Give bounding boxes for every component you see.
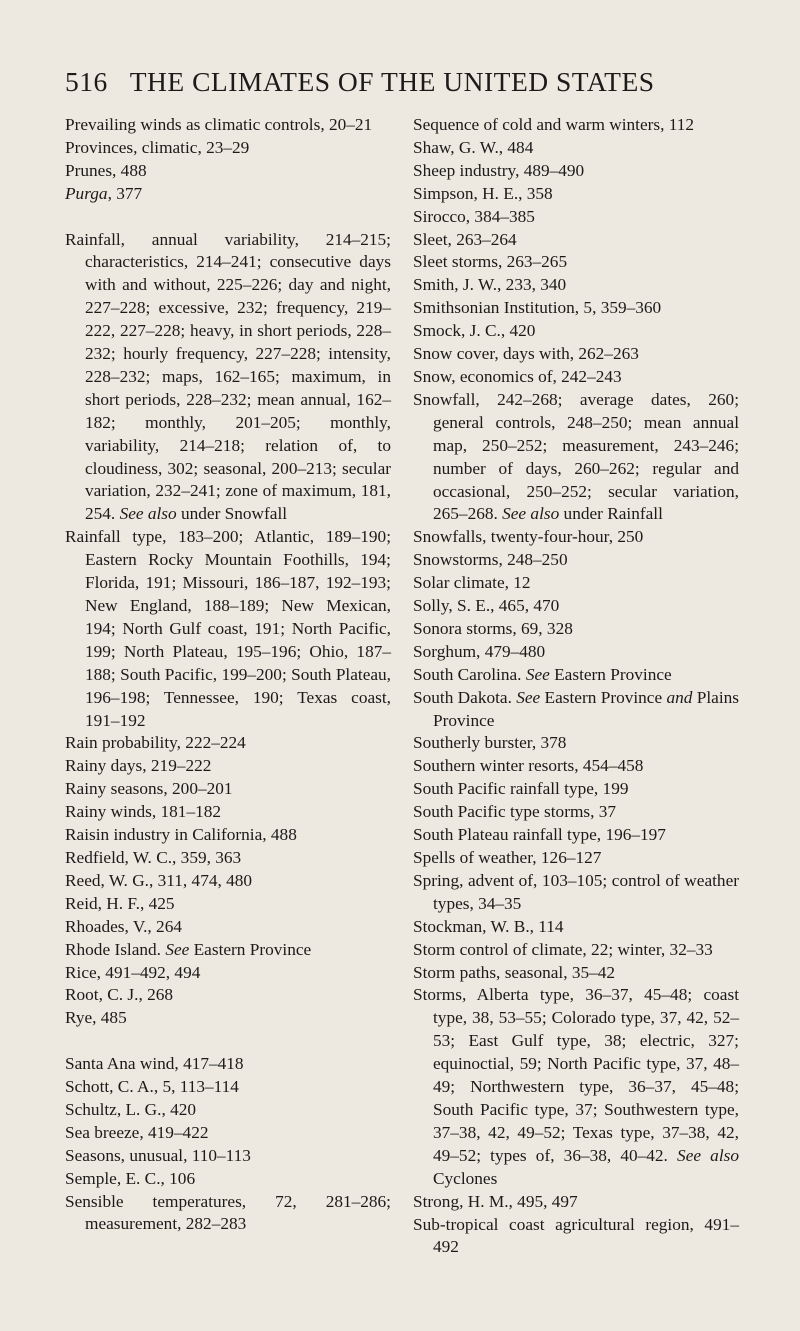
- index-entry: [65, 137, 391, 160]
- page-number: 516: [65, 66, 108, 97]
- index-entry: [413, 1214, 739, 1260]
- index-entry-text: Snowfall, 242–268; average dates, 260; general controls, 248–250; mean annual map, 250–252; measurement, 243–246; number of days, 260–262; regular and occasional, 250–252; secular variation, 265–268.: [413, 389, 739, 524]
- index-entry: [65, 962, 391, 985]
- index-entry: [413, 206, 739, 229]
- index-entry-text: South Carolina.: [413, 664, 526, 684]
- index-entry-text: Prunes, 488: [65, 160, 147, 180]
- index-entry-text: Sensible temperatures, 72, 281–286; measurement, 282–283: [65, 1191, 391, 1234]
- index-entry: [65, 1122, 391, 1145]
- index-entry-text: and: [666, 687, 693, 707]
- index-entry: [65, 778, 391, 801]
- index-entry-text: Snow cover, days with, 262–263: [413, 344, 639, 364]
- index-entry-text: Rainy seasons, 200–201: [65, 779, 233, 799]
- index-entry: [413, 618, 739, 641]
- index-entry: [413, 984, 739, 1190]
- index-entry: [413, 778, 739, 801]
- index-entry-text: South Plateau rainfall type, 196–197: [413, 825, 666, 845]
- index-entry-text: Rainfall type, 183–200; Atlantic, 189–190; Eastern Rocky Mountain Foothills, 194; Florida, 191; Missouri, 186–187, 192–193; New England, 188–189; New Mexican, 194; North Gulf coast, 191; North Pacific, 199; North Plateau, 195–196; Ohio, 187–188; South Pacific, 199–200; South Plateau, 196–198; Tennessee, 190; Texas coast, 191–192: [65, 527, 391, 730]
- index-entry-text: Storms, Alberta type, 36–37, 45–48; coast type, 38, 53–55; Colorado type, 37, 42, 52–53; East Gulf type, 38; electric, 327; equinoctial, 59; North Pacific type, 37, 48–49; Northwestern type, 36–37, 45–48; South Pacific type, 37; Southwestern type, 37–38, 42, 49–52; Texas type, 37–38, 42, 49–52; types of, 36–38, 40–42.: [413, 985, 739, 1165]
- index-entry: [413, 939, 739, 962]
- index-entry-text: South Pacific type storms, 37: [413, 802, 617, 822]
- index-entry-text: under Rainfall: [559, 504, 663, 524]
- index-entry-text: Sub-tropical coast agricultural region, 491–492: [413, 1214, 739, 1257]
- index-entry: [413, 641, 739, 664]
- index-entry-text: Spells of weather, 126–127: [413, 848, 602, 867]
- index-entry: [413, 824, 739, 847]
- index-entry-text: Rice, 491–492, 494: [65, 962, 201, 982]
- index-entry-text: Purga: [65, 183, 108, 203]
- index-entry: [65, 1076, 391, 1099]
- index-entry-text: Shaw, G. W., 484: [413, 137, 534, 157]
- index-entry: [413, 137, 739, 160]
- index-entry-text: See also: [677, 1145, 739, 1165]
- index-entry-text: Solar climate, 12: [413, 573, 531, 593]
- index-entry: [65, 1099, 391, 1122]
- index-entry: [413, 572, 739, 595]
- index-entry-text: Stockman, W. B., 114: [413, 916, 564, 936]
- index-entry: [65, 893, 391, 916]
- index-column-right: [413, 114, 739, 1259]
- index-entry: [413, 664, 739, 687]
- index-entry-text: Semple, E. C., 106: [65, 1168, 196, 1188]
- index-entry: [65, 984, 391, 1007]
- index-entry-text: See: [516, 687, 541, 707]
- index-entry-text: Eastern Province: [549, 664, 672, 684]
- index-entry-text: Plains Province: [433, 687, 739, 730]
- running-title: THE CLIMATES OF THE UNITED STATES: [129, 66, 655, 97]
- index-entry: [413, 389, 739, 526]
- index-entry-text: Rainfall, annual variability, 214–215; characteristics, 214–241; consecutive days with and without, 225–226; day and night, 227–228; excessive, 232; frequency, 219–222, 227–228; heavy, in short periods, 228–232; hourly frequency, 227–228; intensity, 228–232; maps, 162–165; maximum, in short periods, 228–232; mean annual, 162–182; monthly, 201–205; monthly, variability, 214–218; relation of, to cloudiness, 302; seasonal, 200–213; secular variation, 232–241; zone of maximum, 181, 254.: [65, 229, 391, 524]
- index-entry-text: Eastern Province: [189, 939, 312, 959]
- index-entry: [413, 320, 739, 343]
- index-entry: [65, 160, 391, 183]
- index-entry-text: Simpson, H. E., 358: [413, 183, 553, 203]
- index-entry-text: Sequence of cold and warm winters, 112: [413, 115, 695, 134]
- index-entry: [413, 687, 739, 733]
- index-entry-text: Sirocco, 384–385: [413, 206, 535, 226]
- index-entry: [65, 1145, 391, 1168]
- index-entry-text: Rhoades, V., 264: [65, 916, 182, 936]
- index-entry-text: Southern winter resorts, 454–458: [413, 756, 644, 776]
- index-entry: [65, 847, 391, 870]
- index-entry-text: South Dakota.: [413, 687, 517, 707]
- index-entry: [413, 1191, 739, 1214]
- index-entry-text: Snowstorms, 248–250: [413, 550, 568, 570]
- index-entry: [413, 526, 739, 549]
- index-entry-text: Sleet storms, 263–265: [413, 252, 568, 272]
- index-entry-text: Seasons, unusual, 110–113: [65, 1145, 251, 1165]
- index-entry-text: See: [525, 664, 550, 684]
- index-entry: [65, 229, 391, 527]
- index-entry-text: See also: [502, 504, 560, 524]
- index-entry-text: South Pacific rainfall type, 199: [413, 779, 629, 799]
- index-entry-text: Storm paths, seasonal, 35–42: [413, 962, 616, 982]
- index-entry: [413, 160, 739, 183]
- index-entry-text: Redfield, W. C., 359, 363: [65, 847, 242, 867]
- index-entry: [65, 870, 391, 893]
- index-entry-text: Storm control of climate, 22; winter, 32–33: [413, 939, 713, 959]
- index-entry: [65, 824, 391, 847]
- index-entry-text: See also: [119, 504, 177, 524]
- index-entry-text: Smock, J. C., 420: [413, 321, 536, 341]
- index-entry-text: Reed, W. G., 311, 474, 480: [65, 870, 253, 890]
- index-entry: [65, 1007, 391, 1030]
- index-entry: [413, 732, 739, 755]
- index-entry: [413, 274, 739, 297]
- index-entry: [413, 595, 739, 618]
- index-entry-text: Smithsonian Institution, 5, 359–360: [413, 298, 662, 318]
- index-entry-text: Sonora storms, 69, 328: [413, 618, 573, 638]
- index-entry-text: , 377: [107, 183, 143, 203]
- index-entry: [65, 1053, 391, 1076]
- index-entry: [413, 114, 739, 137]
- index-entry-text: Rainy days, 219–222: [65, 756, 212, 776]
- index-entry: [65, 801, 391, 824]
- index-entry-text: Snowfalls, twenty-four-hour, 250: [413, 527, 644, 547]
- index-column-left: [65, 114, 391, 1236]
- index-entry-text: Smith, J. W., 233, 340: [413, 275, 567, 295]
- index-entry-text: Spring, advent of, 103–105; control of weather types, 34–35: [413, 870, 739, 913]
- index-entry: [413, 801, 739, 824]
- index-entry-text: Schultz, L. G., 420: [65, 1099, 197, 1119]
- index-entry: [413, 297, 739, 320]
- index-entry-text: Rye, 485: [65, 1008, 127, 1028]
- index-entry: [65, 1168, 391, 1191]
- index-entry-text: Root, C. J., 268: [65, 985, 174, 1005]
- index-entry-text: Raisin industry in California, 488: [65, 825, 297, 845]
- index-entry-text: See: [165, 939, 190, 959]
- index-entry: [413, 916, 739, 939]
- letter-gap: [65, 206, 391, 229]
- index-entry: [413, 962, 739, 985]
- index-entry-text: Solly, S. E., 465, 470: [413, 596, 560, 616]
- index-entry-text: under Snowfall: [176, 504, 288, 524]
- index-entry: [65, 114, 391, 137]
- index-entry-text: Schott, C. A., 5, 113–114: [65, 1077, 239, 1097]
- index-entry-text: Sleet, 263–264: [413, 229, 517, 249]
- index-entry: [65, 1191, 391, 1237]
- index-entry-text: Snow, economics of, 242–243: [413, 366, 622, 386]
- index-entry-text: Sorghum, 479–480: [413, 641, 546, 661]
- index-entry: [65, 183, 391, 206]
- index-entry-text: Rain probability, 222–224: [65, 733, 246, 753]
- index-entry: [65, 755, 391, 778]
- index-entry: [413, 847, 739, 870]
- index-entry: [413, 755, 739, 778]
- index-entry-text: Cyclones: [433, 1168, 498, 1188]
- index-entry: [65, 732, 391, 755]
- index-entry: [413, 229, 739, 252]
- index-entry-text: Rhode Island.: [65, 939, 166, 959]
- index-entry: [413, 343, 739, 366]
- index-entry: [413, 183, 739, 206]
- index-entry-text: Sea breeze, 419–422: [65, 1122, 209, 1142]
- index-entry-text: Eastern Province: [540, 687, 667, 707]
- index-entry-text: Rainy winds, 181–182: [65, 802, 222, 822]
- index-entry-text: Prevailing winds as climatic controls, 20–21: [65, 115, 373, 134]
- index-entry-text: Southerly burster, 378: [413, 733, 567, 753]
- index-entry-text: Reid, H. F., 425: [65, 893, 175, 913]
- index-entry: [65, 916, 391, 939]
- index-entry: [413, 366, 739, 389]
- index-entry-text: Strong, H. M., 495, 497: [413, 1191, 578, 1211]
- index-entry-text: Santa Ana wind, 417–418: [65, 1054, 244, 1074]
- index-entry: [65, 939, 391, 962]
- index-entry: [413, 870, 739, 916]
- index-entry: [413, 251, 739, 274]
- index-entry-text: Provinces, climatic, 23–29: [65, 137, 250, 157]
- index-entry-text: Sheep industry, 489–490: [413, 160, 585, 180]
- letter-gap: [65, 1030, 391, 1053]
- index-entry: [65, 526, 391, 732]
- index-entry: [413, 549, 739, 572]
- running-header: [65, 66, 755, 98]
